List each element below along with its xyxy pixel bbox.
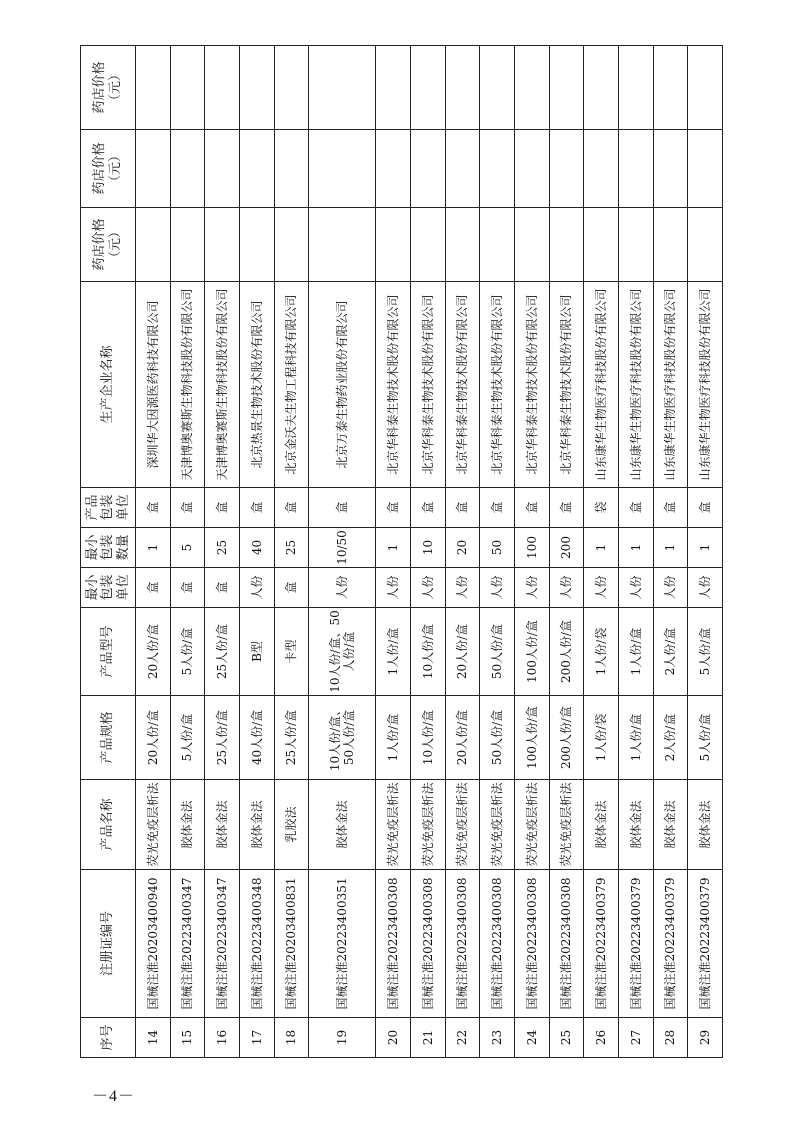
table-cell: 人份 [688, 568, 723, 608]
table-cell: 25人份/盒 [205, 696, 240, 780]
column-header: 生产企业名称 [81, 282, 136, 488]
table-cell: 盒 [688, 488, 723, 528]
table-cell: 国械注准20223400308 [411, 870, 446, 1018]
table-cell: 天津博奥赛斯生物科技股份有限公司 [205, 282, 240, 488]
table-cell: 50人份/盒 [480, 608, 515, 696]
table-cell: 10人份/盒 [411, 608, 446, 696]
table-cell: 1 [653, 528, 688, 568]
table-cell: 国械注准20223400348 [239, 870, 274, 1018]
table-cell: 北京万泰生物药业股份有限公司 [309, 282, 376, 488]
table-cell: 人份 [584, 568, 619, 608]
table-cell: 27 [618, 1018, 653, 1058]
table-cell: 深圳华大因源医药科技有限公司 [136, 282, 171, 488]
table-cell: 山东康华生物医疗科技股份有限公司 [688, 282, 723, 488]
column-header: 产品规格 [81, 696, 136, 780]
column-header: 产品名称 [81, 780, 136, 870]
table-cell: 胶体金法 [584, 780, 619, 870]
table-cell: 北京华科泰生物技术股份有限公司 [411, 282, 446, 488]
table-cell: 盒 [514, 488, 549, 528]
table-cell: 40人份/盒 [239, 696, 274, 780]
table-cell: 5人份/盒 [170, 608, 205, 696]
table-cell: 20 [445, 528, 480, 568]
table-cell: 胶体金法 [170, 780, 205, 870]
table-cell: 盒 [274, 488, 309, 528]
table-row [274, 46, 309, 1058]
table-cell: 盒 [549, 488, 584, 528]
table-cell: 北京华科泰生物技术股份有限公司 [376, 282, 411, 488]
table-cell [309, 46, 376, 130]
table-cell [549, 130, 584, 208]
table-cell: 胶体金法 [309, 780, 376, 870]
table-cell: 10人份/盒 [411, 696, 446, 780]
rotated-table-wrapper [80, 46, 723, 1058]
table-cell: 北京华科泰生物技术股份有限公司 [514, 282, 549, 488]
table-row [239, 46, 274, 1058]
table-cell: 荧光免疫层析法 [480, 780, 515, 870]
table-cell: 100人份/盒 [514, 608, 549, 696]
table-cell [480, 46, 515, 130]
table-cell: 荧光免疫层析法 [411, 780, 446, 870]
table-cell [688, 46, 723, 130]
table-cell: 袋 [584, 488, 619, 528]
table-cell: 盒 [480, 488, 515, 528]
table-cell: 国械注准20223400347 [205, 870, 240, 1018]
table-cell: 盒 [309, 488, 376, 528]
table-cell [239, 46, 274, 130]
table-cell: 卡型 [274, 608, 309, 696]
table-row [136, 46, 171, 1058]
table-cell [445, 46, 480, 130]
table-cell: 20 [376, 1018, 411, 1058]
table-cell [309, 130, 376, 208]
table-cell: 29 [688, 1018, 723, 1058]
page-number: －4－ [92, 1088, 136, 1105]
table-cell: 28 [653, 1018, 688, 1058]
table-row [411, 46, 446, 1058]
table-cell: 21 [411, 1018, 446, 1058]
table-cell: 2人份/盒 [653, 696, 688, 780]
table-cell: 2人份/盒 [653, 608, 688, 696]
table-row [584, 46, 619, 1058]
column-header: 药店价格（元） [81, 46, 136, 130]
table-cell [514, 130, 549, 208]
table-row [549, 46, 584, 1058]
table-row [514, 46, 549, 1058]
table-cell [170, 208, 205, 282]
table-cell [376, 208, 411, 282]
table-cell: 19 [309, 1018, 376, 1058]
table-cell: 盒 [136, 568, 171, 608]
table-cell: 20人份/盒 [136, 696, 171, 780]
table-cell: 山东康华生物医疗科技股份有限公司 [584, 282, 619, 488]
table-cell: 25 [549, 1018, 584, 1058]
table-cell [136, 130, 171, 208]
table-cell: 5人份/盒 [688, 608, 723, 696]
table-cell [514, 46, 549, 130]
table-cell: 10/50 [309, 528, 376, 568]
table-cell: 国械注准20223400308 [514, 870, 549, 1018]
table-cell: 国械注准20223400308 [376, 870, 411, 1018]
table-cell: 14 [136, 1018, 171, 1058]
table-cell [136, 208, 171, 282]
table-cell: 100人份/盒 [514, 696, 549, 780]
table-row [618, 46, 653, 1058]
table-cell [274, 46, 309, 130]
table-cell: 荧光免疫层析法 [445, 780, 480, 870]
table-cell: 国械注准20223400347 [170, 870, 205, 1018]
table-cell: 人份 [376, 568, 411, 608]
table-cell: 22 [445, 1018, 480, 1058]
table-cell [584, 130, 619, 208]
table-cell [445, 130, 480, 208]
table-cell: 盒 [618, 488, 653, 528]
table-cell: 人份 [309, 568, 376, 608]
table-cell: 人份 [239, 568, 274, 608]
table-cell: 25人份/盒 [274, 696, 309, 780]
table-cell: 盒 [411, 488, 446, 528]
table-cell: B型 [239, 608, 274, 696]
table-cell: 16 [205, 1018, 240, 1058]
table-cell: 5人份/盒 [170, 696, 205, 780]
table-cell: 荧光免疫层析法 [136, 780, 171, 870]
table-cell: 盒 [170, 488, 205, 528]
table-cell [205, 208, 240, 282]
table-cell [514, 208, 549, 282]
table-cell: 人份 [549, 568, 584, 608]
table-cell: 人份 [411, 568, 446, 608]
table-cell [653, 130, 688, 208]
table-cell: 100 [514, 528, 549, 568]
table-cell: 20人份/盒 [445, 608, 480, 696]
table-cell: 国械注准20223400308 [445, 870, 480, 1018]
table-cell: 200人份/盒 [549, 608, 584, 696]
table-cell: 1人份/盒 [618, 608, 653, 696]
table-cell [653, 208, 688, 282]
table-cell [584, 46, 619, 130]
price-table [80, 45, 723, 1058]
table-cell: 人份 [653, 568, 688, 608]
table-row [376, 46, 411, 1058]
table-body [136, 46, 723, 1058]
table-cell [309, 208, 376, 282]
table-cell: 胶体金法 [618, 780, 653, 870]
table-cell: 国械注准20223400308 [480, 870, 515, 1018]
table-cell: 1人份/盒 [376, 608, 411, 696]
table-cell: 50 [480, 528, 515, 568]
table-cell [618, 46, 653, 130]
table-cell: 25 [274, 528, 309, 568]
table-cell [411, 46, 446, 130]
table-cell: 盒 [136, 488, 171, 528]
table-cell: 胶体金法 [653, 780, 688, 870]
table-cell [170, 46, 205, 130]
table-cell [445, 208, 480, 282]
table-cell: 200人份/盒 [549, 696, 584, 780]
table-cell: 国械注准20223400379 [688, 870, 723, 1018]
table-cell [376, 46, 411, 130]
table-cell: 18 [274, 1018, 309, 1058]
table-cell: 国械注准20203400831 [274, 870, 309, 1018]
table-cell [239, 130, 274, 208]
table-cell: 国械注准20203400940 [136, 870, 171, 1018]
table-cell [274, 130, 309, 208]
table-cell: 25人份/盒 [205, 608, 240, 696]
column-header: 药店价格（元） [81, 130, 136, 208]
table-cell [688, 208, 723, 282]
table-cell: 15 [170, 1018, 205, 1058]
table-cell [205, 46, 240, 130]
table-cell [584, 208, 619, 282]
table-row [309, 46, 376, 1058]
table-cell: 1 [584, 528, 619, 568]
table-cell: 荧光免疫层析法 [376, 780, 411, 870]
table-cell [170, 130, 205, 208]
table-cell: 10人份/盒、50人份/盒 [309, 608, 376, 696]
table-cell: 胶体金法 [205, 780, 240, 870]
table-cell: 50人份/盒 [480, 696, 515, 780]
table-cell: 26 [584, 1018, 619, 1058]
table-cell: 24 [514, 1018, 549, 1058]
table-cell: 荧光免疫层析法 [514, 780, 549, 870]
table-cell [136, 46, 171, 130]
table-cell: 20人份/盒 [445, 696, 480, 780]
table-cell: 胶体金法 [688, 780, 723, 870]
table-cell: 盒 [376, 488, 411, 528]
table-cell: 1 [688, 528, 723, 568]
table-row [445, 46, 480, 1058]
table-row [688, 46, 723, 1058]
table-cell: 10 [411, 528, 446, 568]
table-cell: 人份 [514, 568, 549, 608]
table-cell [549, 208, 584, 282]
table-cell: 1 [376, 528, 411, 568]
table-cell: 25 [205, 528, 240, 568]
table-cell [618, 208, 653, 282]
table-cell: 人份 [445, 568, 480, 608]
table-cell [411, 208, 446, 282]
table-cell: 人份 [618, 568, 653, 608]
column-header: 药店价格（元） [81, 208, 136, 282]
table-cell [239, 208, 274, 282]
table-cell: 17 [239, 1018, 274, 1058]
table-cell: 荧光免疫层析法 [549, 780, 584, 870]
table-cell: 国械注准20223400379 [653, 870, 688, 1018]
table-cell: 200 [549, 528, 584, 568]
table-cell: 5 [170, 528, 205, 568]
table-cell [480, 130, 515, 208]
table-cell: 山东康华生物医疗科技股份有限公司 [653, 282, 688, 488]
table-cell: 23 [480, 1018, 515, 1058]
column-header: 注册证编号 [81, 870, 136, 1018]
table-cell [376, 130, 411, 208]
table-cell: 北京华科泰生物技术股份有限公司 [445, 282, 480, 488]
table-cell [205, 130, 240, 208]
table-cell: 盒 [205, 568, 240, 608]
table-cell [480, 208, 515, 282]
table-cell: 盒 [653, 488, 688, 528]
table-cell: 1人份/袋 [584, 696, 619, 780]
table-cell [274, 208, 309, 282]
table-cell: 盒 [205, 488, 240, 528]
table-row [653, 46, 688, 1058]
table-row [170, 46, 205, 1058]
table-cell: 国械注准20223400379 [584, 870, 619, 1018]
table-cell: 胶体金法 [239, 780, 274, 870]
table-cell: 盒 [274, 568, 309, 608]
table-cell: 10人份/盒、50人份/盒 [309, 696, 376, 780]
table-cell: 1 [618, 528, 653, 568]
table-cell: 北京华科泰生物技术股份有限公司 [549, 282, 584, 488]
column-header: 产品包装单位 [81, 488, 136, 528]
table-cell: 北京华科泰生物技术股份有限公司 [480, 282, 515, 488]
column-header: 最小包装数量 [81, 528, 136, 568]
table-cell: 1人份/盒 [618, 696, 653, 780]
table-cell: 人份 [480, 568, 515, 608]
table-cell: 国械注准20223400351 [309, 870, 376, 1018]
table-header-row [81, 46, 136, 1058]
table-cell [688, 130, 723, 208]
table-cell: 天津博奥赛斯生物科技股份有限公司 [170, 282, 205, 488]
table-cell [618, 130, 653, 208]
table-cell: 1人份/盒 [376, 696, 411, 780]
table-cell: 乳胶法 [274, 780, 309, 870]
column-header: 最小包装单位 [81, 568, 136, 608]
table-cell: 40 [239, 528, 274, 568]
table-cell: 国械注准20223400379 [618, 870, 653, 1018]
table-cell: 盒 [239, 488, 274, 528]
table-cell: 山东康华生物医疗科技股份有限公司 [618, 282, 653, 488]
table-cell: 5人份/盒 [688, 696, 723, 780]
table-cell: 20人份/盒 [136, 608, 171, 696]
table-cell: 盒 [445, 488, 480, 528]
column-header: 序号 [81, 1018, 136, 1058]
table-cell: 1人份/袋 [584, 608, 619, 696]
table-cell: 北京金沃夫生物工程科技有限公司 [274, 282, 309, 488]
table-cell: 盒 [170, 568, 205, 608]
table-row [205, 46, 240, 1058]
table-cell: 1 [136, 528, 171, 568]
table-cell: 国械注准20223400308 [549, 870, 584, 1018]
table-row [480, 46, 515, 1058]
table-cell [411, 130, 446, 208]
column-header: 产品型号 [81, 608, 136, 696]
table-cell [653, 46, 688, 130]
table-cell [549, 46, 584, 130]
table-cell: 北京热景生物技术股份有限公司 [239, 282, 274, 488]
